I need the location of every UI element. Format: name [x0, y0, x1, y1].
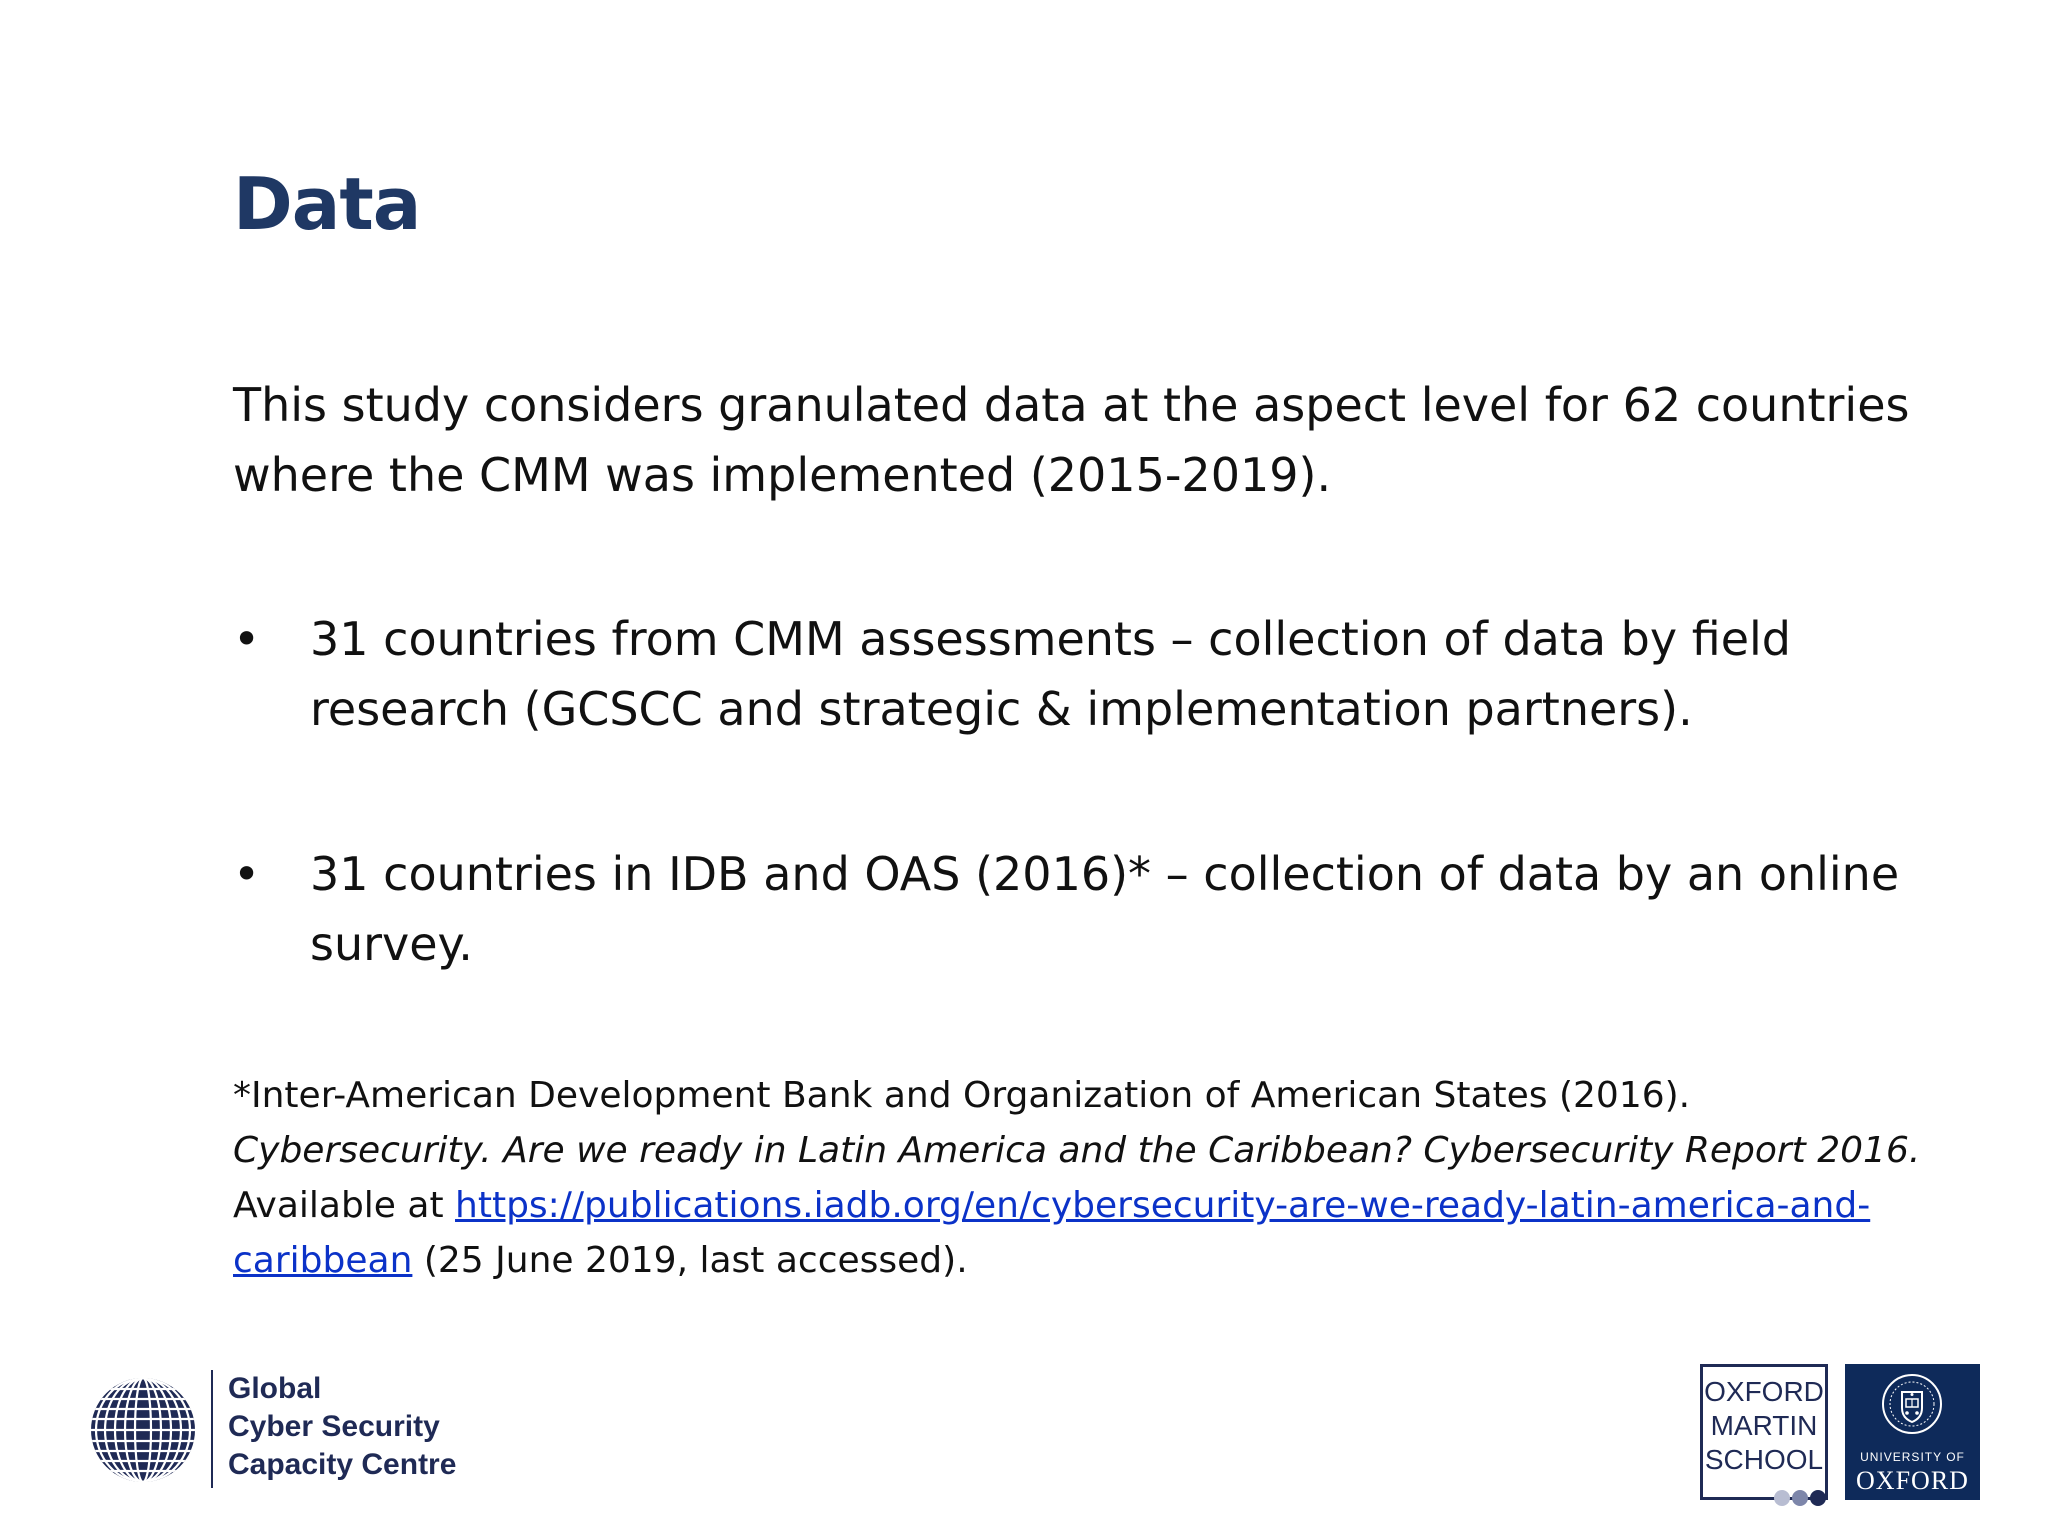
logo-divider — [211, 1370, 213, 1488]
gcscc-wordmark: Global Cyber Security Capacity Centre — [228, 1372, 457, 1481]
footnote — [233, 1068, 1953, 1288]
bullet-list — [233, 604, 1953, 1074]
university-of-oxford-logo — [1845, 1364, 1980, 1500]
oxford-label: OXFORD — [1856, 1466, 1969, 1495]
bullet-marker: • — [233, 612, 261, 666]
footnote-lead: *Inter-American Development Bank and Organization of American States (2016). — [233, 1075, 1691, 1116]
footnote-report-title: Cybersecurity. Are we ready in Latin America and the Caribbean? Cybersecurity Report 2016. — [233, 1130, 1921, 1171]
globe-icon — [88, 1375, 198, 1485]
university-of-label: UNIVERSITY OF — [1860, 1450, 1965, 1464]
slide-title: Data — [233, 162, 421, 246]
bullet-text: 31 countries from CMM assessments – collection of data by field research (GCSCC and strategic & implementation partners). — [310, 612, 1791, 736]
bullet-marker: • — [233, 847, 261, 901]
oxford-crest-icon — [1880, 1372, 1944, 1436]
bullet-item — [233, 839, 1953, 979]
bullet-text: 31 countries in IDB and OAS (2016)* – collection of data by an online survey. — [310, 847, 1900, 971]
oxford-martin-school-logo: OXFORD MARTIN SCHOOL — [1700, 1364, 1828, 1500]
intro-paragraph: This study considers granulated data at the aspect level for 62 countries where the CMM was implemented (2015-2019). — [233, 378, 1910, 502]
gcscc-logo — [88, 1370, 488, 1490]
bullet-item — [233, 604, 1953, 744]
oxford-martin-dots-icon — [1772, 1488, 1832, 1508]
footnote-tail: (25 June 2019, last accessed). — [412, 1240, 968, 1281]
footnote-link[interactable]: https://publications.iadb.org/en/cybersecurity-are-we-ready-latin-america-and-caribbean — [233, 1185, 1871, 1281]
footnote-available: Available at — [233, 1185, 456, 1226]
